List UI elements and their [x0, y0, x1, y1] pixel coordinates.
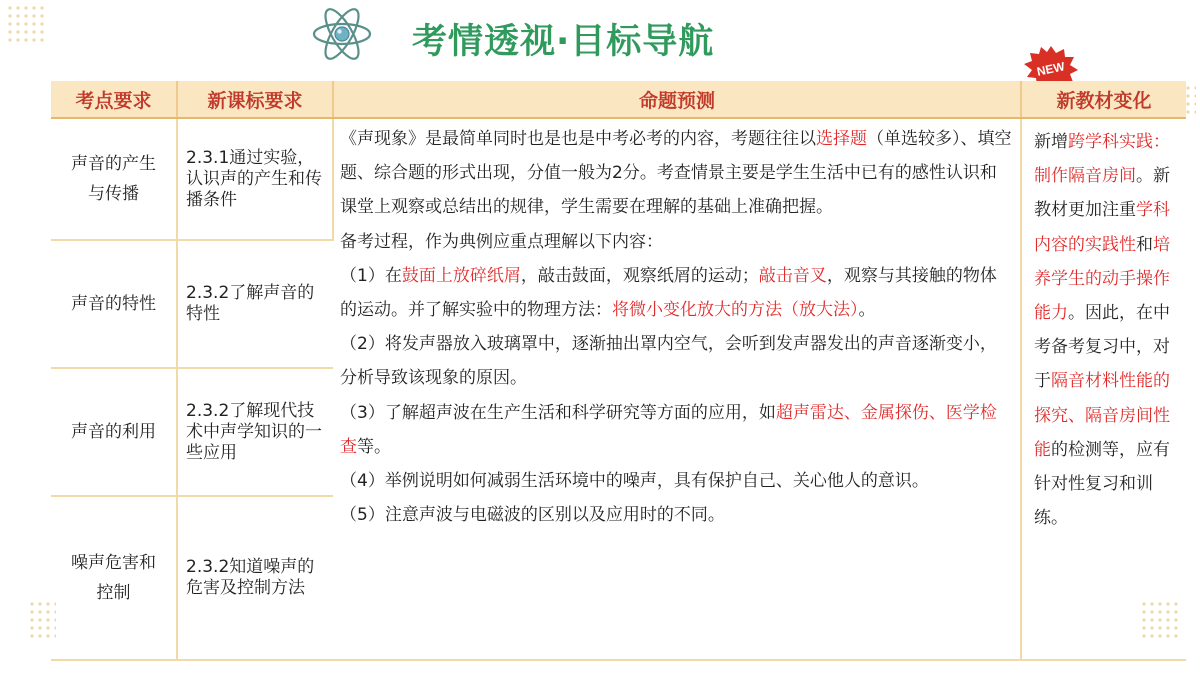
standard-cell: 2.3.2了解声音的特性 — [177, 240, 333, 368]
header-textbook-changes: 新教材变化 — [1021, 81, 1186, 118]
header-question-prediction: 命题预测 — [333, 81, 1021, 118]
standard-cell: 2.3.1通过实验，认识声的产生和传播条件 — [177, 118, 333, 240]
header-curriculum-standards: 新课标要求 — [177, 81, 333, 118]
exam-point-cell: 声音的利用 — [51, 368, 177, 496]
exam-point-cell: 声音的特性 — [51, 240, 177, 368]
textbook-change-cell: 新增跨学科实践：制作隔音房间。新教材更加注重学科内容的实践性和培养学生的动手操作能力。因此，在中考备考复习中，对于隔音材料性能的探究、隔音房间性能的检测等，应有针对性复习和训练。 — [1021, 118, 1186, 660]
prediction-item-1: （1）在鼓面上放碎纸屑，敲击鼓面，观察纸屑的运动；敲击音叉，观察与其接触的物体的运动。并了解实验中的物理方法：将微小变化放大的方法（放大法）。 — [340, 265, 997, 321]
atom-icon — [310, 4, 374, 64]
standard-cell: 2.3.2了解现代技术中声学知识的一些应用 — [177, 368, 333, 496]
prediction-item-3: （3）了解超声波在生产生活和科学研究等方面的应用，如超声雷达、金属探伤、医学检查等。 — [340, 402, 997, 457]
standard-cell: 2.3.2知道噪声的危害及控制方法 — [177, 496, 333, 660]
page-title: 考情透视·目标导航 — [412, 22, 715, 62]
exam-point-cell: 声音的产生 与传播 — [51, 118, 177, 240]
prediction-cell — [333, 118, 1021, 660]
header-exam-points: 考点要求 — [51, 81, 177, 118]
prediction-item-4: （4）举例说明如何减弱生活环境中的噪声，具有保护自己、关心他人的意识。 — [340, 471, 929, 492]
table-header-row — [51, 81, 1186, 118]
prediction-item-2: （2）将发声器放入玻璃罩中，逐渐抽出罩内空气，会听到发声器发出的声音逐渐变小，分析导致该现象的原因。 — [340, 334, 997, 389]
exam-point-cell: 噪声危害和 控制 — [51, 496, 177, 660]
decor-dots-top-left — [6, 4, 46, 44]
prediction-item-5: （5）注意声波与电磁波的区别以及应用时的不同。 — [340, 505, 725, 526]
badge-label: NEW — [1035, 59, 1066, 79]
prediction-intro: 《声现象》是最简单同时也是也是中考必考的内容，考题往往以选择题（单选较多）、填空题、综合题的形式出现，分值一般为2分。考查情景主要是学生生活中已有的感性认识和课堂上观察或总结出的规律，学生需要在理解的基础上准确把握。 — [340, 129, 1012, 218]
exam-analysis-table — [51, 81, 1186, 661]
table-row — [51, 118, 1186, 240]
prediction-prep: 备考过程，作为典例应重点理解以下内容： — [340, 231, 663, 252]
